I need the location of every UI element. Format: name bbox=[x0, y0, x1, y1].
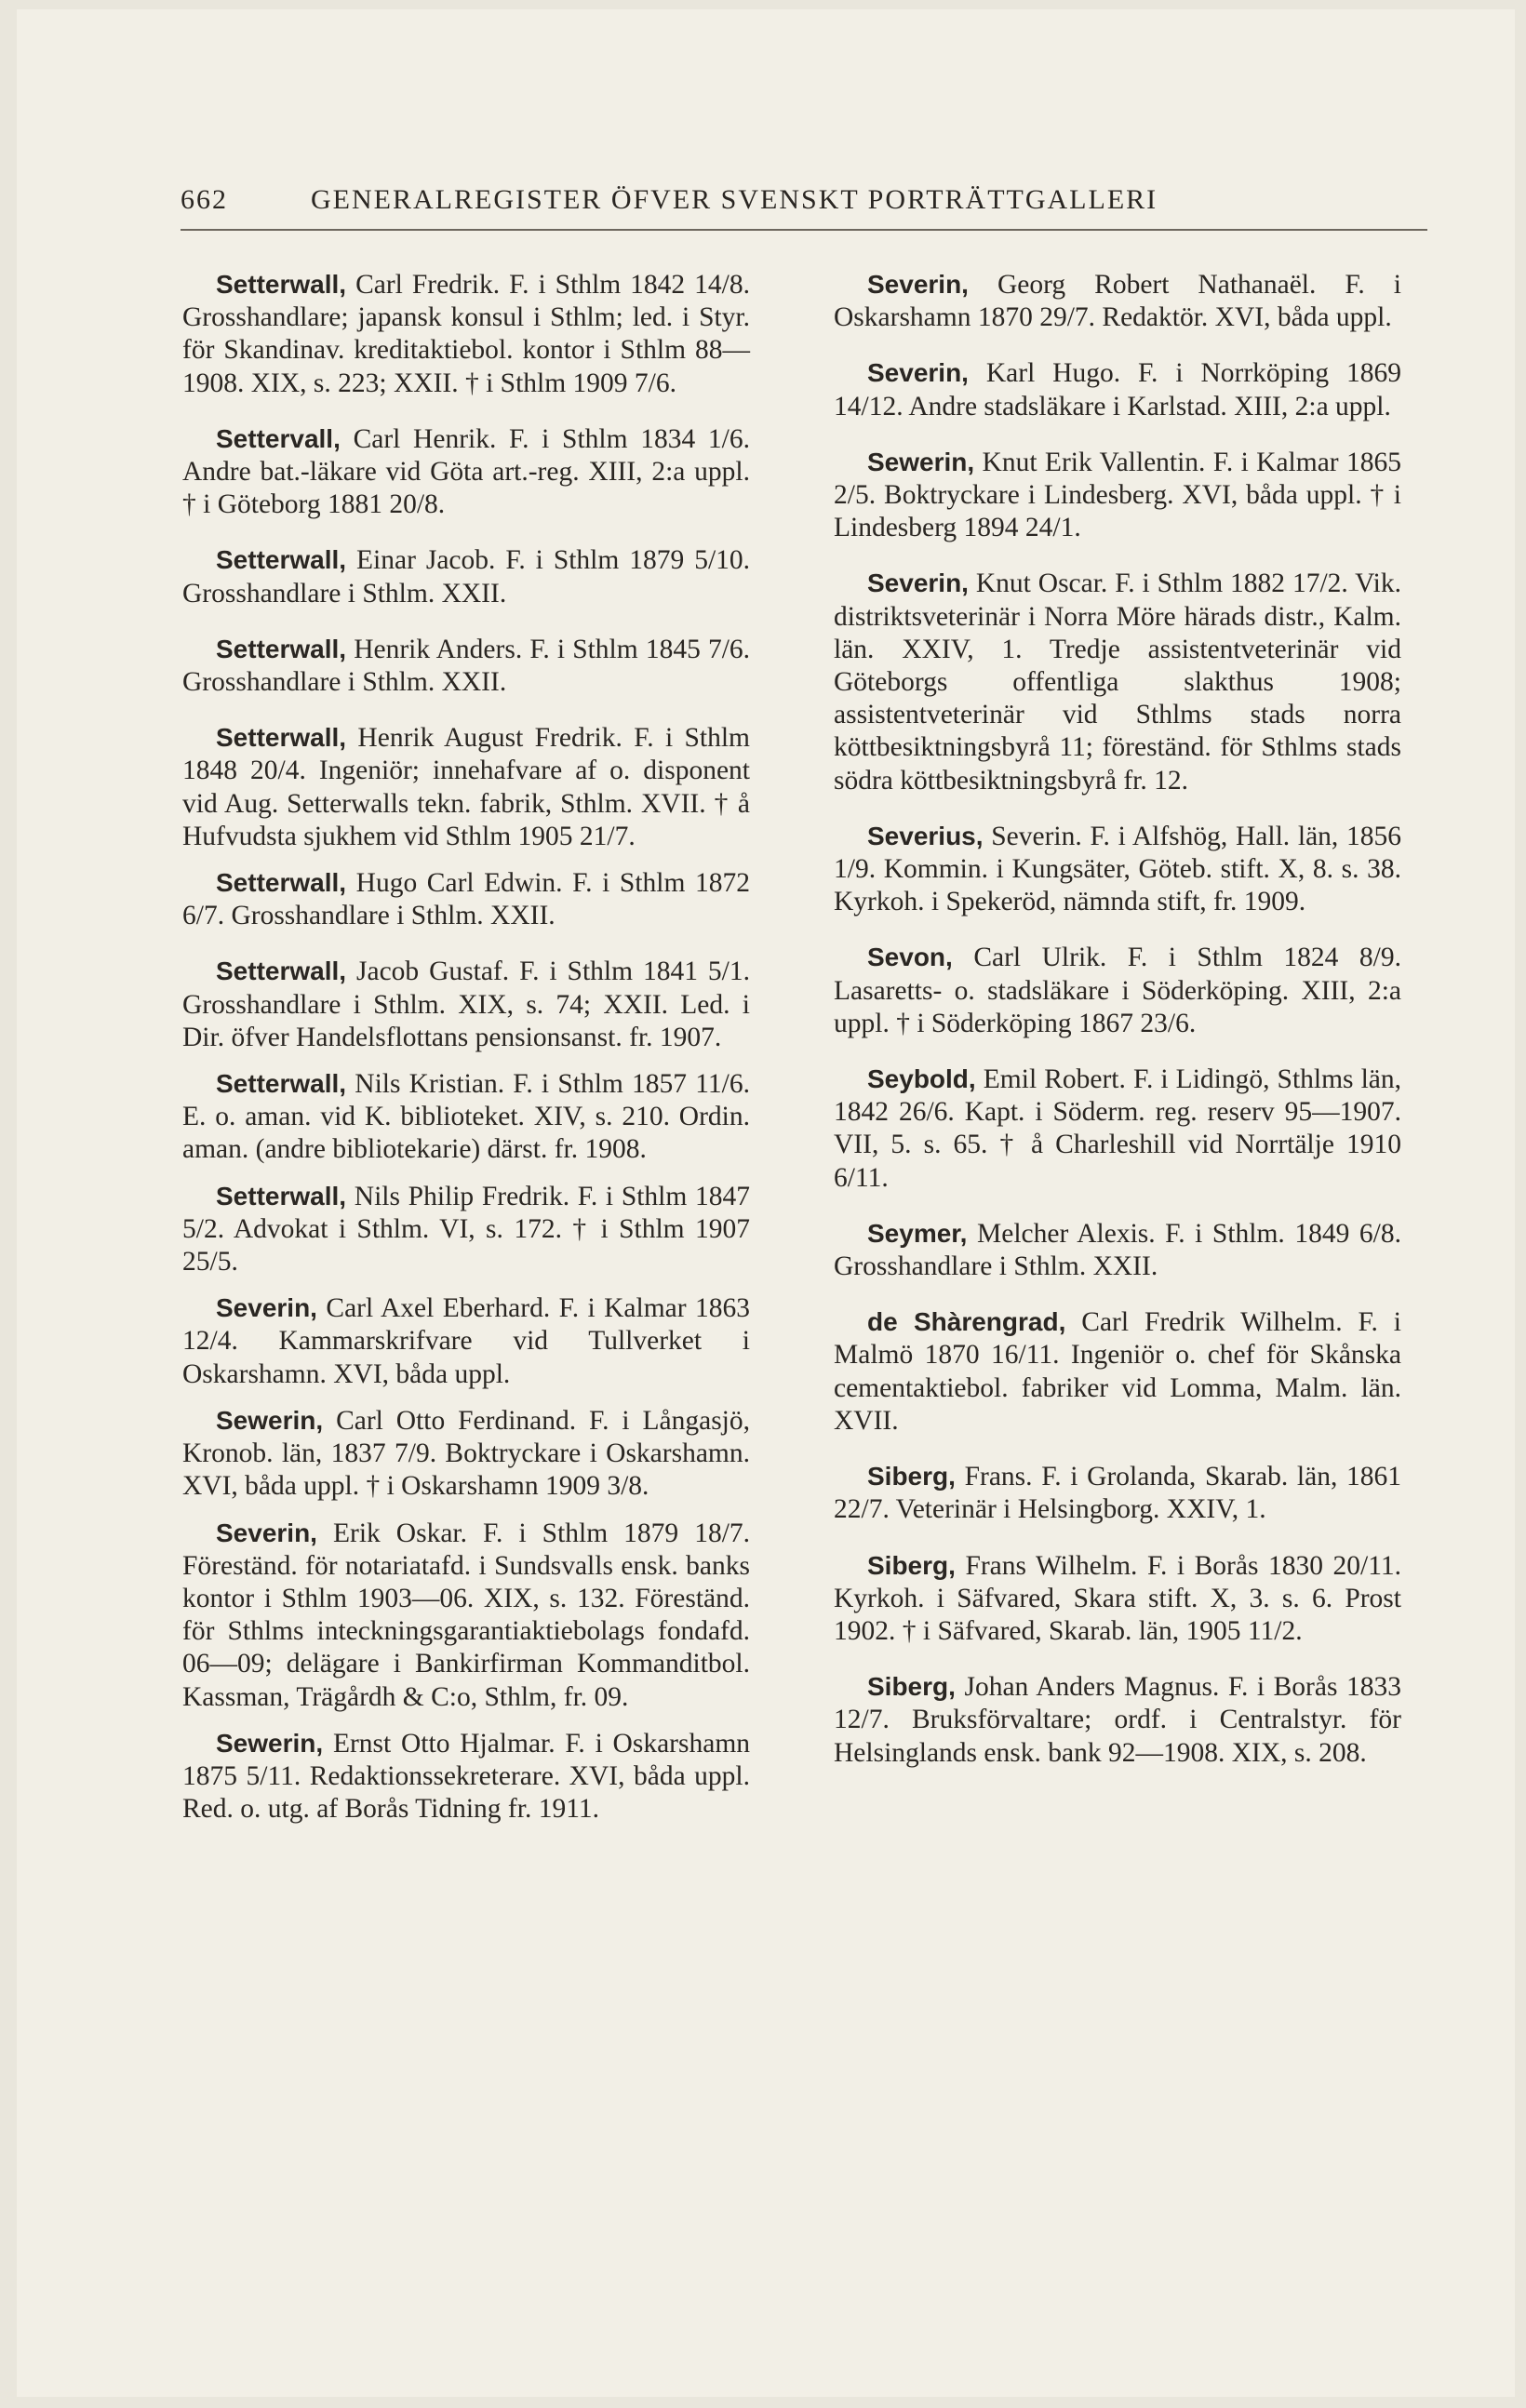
entry-name: Seybold, bbox=[867, 1064, 976, 1094]
entry-name: Setterwall, bbox=[216, 545, 347, 575]
entry-text: Carl Fredrik. F. i Sthlm 1842 14/8. Grosshandlare; japansk konsul i Sthlm; led. i Styr. för Skandinav. kreditaktiebol. kontor i Sthlm 88—1908. XIX, s. 223; XXII. † i Sthlm 1909 7/6. bbox=[182, 270, 750, 398]
entry-text: Nils Kristian. F. i Sthlm 1857 11/6. E. o. aman. vid K. biblioteket. XIV, s. 210. Ordin. aman. (andre bibliotekarie) därst. fr. 1908. bbox=[182, 1069, 750, 1165]
register-entry bbox=[182, 1517, 750, 1714]
register-entry bbox=[182, 268, 750, 400]
register-entry bbox=[182, 1180, 750, 1279]
entry-name: Setterwall, bbox=[216, 270, 347, 299]
entry-text: Severin. F. i Alfshög, Hall. län, 1856 1/9. Kommin. i Kungsäter, Göteb. stift. X, 8. s. 38. Kyrkoh. i Spekeröd, nämnda stift, fr. 1909. bbox=[834, 821, 1402, 917]
entry-name: Setterwall, bbox=[216, 1181, 347, 1211]
register-entry bbox=[834, 820, 1401, 919]
entry-name: Severin, bbox=[216, 1518, 317, 1547]
entry-text: Ernst Otto Hjalmar. F. i Oskarshamn 1875 5/11. Redaktionssekreterare. XVI, båda uppl. Red. o. utg. af Borås Tidning fr. 1911. bbox=[182, 1728, 751, 1825]
entry-name: Siberg, bbox=[867, 1462, 956, 1492]
register-entry bbox=[182, 422, 750, 522]
entry-name: Setterwall, bbox=[216, 868, 347, 898]
entry-name: Severin, bbox=[867, 358, 969, 388]
entry-text: Emil Robert. F. i Lidingö, Sthlms län, 1842 26/6. Kapt. i Söderm. reg. reserv 95—1907. VII, 5. s. 65. † å Charleshill vid Norrtälje 1910 6/11. bbox=[834, 1064, 1401, 1193]
entry-text: Carl Axel Eberhard. F. i Kalmar 1863 12/4. Kammarskrifvare vid Tullverket i Oskarshamn. XVI, båda uppl. bbox=[182, 1293, 751, 1389]
register-entry bbox=[834, 446, 1401, 545]
entry-text: Jacob Gustaf. F. i Sthlm 1841 5/1. Grosshandlare i Sthlm. XIX, s. 74; XXII. Led. i Dir. öfver Handelsflottans pensionsanst. fr. 1907. bbox=[182, 957, 750, 1052]
register-entry bbox=[834, 1670, 1401, 1770]
entry-name: Sevon, bbox=[867, 943, 953, 972]
register-entry bbox=[182, 1404, 750, 1504]
register-entry bbox=[834, 1063, 1401, 1195]
entry-text: Nils Philip Fredrik. F. i Sthlm 1847 5/2. Advokat i Sthlm. VI, s. 172. † i Sthlm 1907 25/5. bbox=[182, 1181, 751, 1278]
entry-name: Siberg, bbox=[867, 1672, 956, 1702]
entry-text: Frans Wilhelm. F. i Borås 1830 20/11. Kyrkoh. i Säfvared, Skara stift. X, 3. s. 6. Prost 1902. † i Säfvared, Skarab. län, 1905 11/2. bbox=[834, 1550, 1401, 1646]
page-number: 662 bbox=[181, 184, 228, 215]
page-header bbox=[181, 184, 1427, 231]
running-title: GENERALREGISTER ÖFVER SVENSKT PORTRÄTTGALLERI bbox=[311, 184, 1158, 215]
register-entry bbox=[182, 1067, 750, 1167]
entry-text: Hugo Carl Edwin. F. i Sthlm 1872 6/7. Grosshandlare i Sthlm. XXII. bbox=[182, 868, 750, 931]
register-entry bbox=[834, 941, 1401, 1040]
entry-name: de Shàrengrad, bbox=[867, 1307, 1066, 1337]
entry-name: Severin, bbox=[867, 270, 969, 299]
register-entry bbox=[182, 866, 750, 932]
right-column bbox=[834, 268, 1401, 1792]
left-column bbox=[182, 268, 750, 1839]
entry-text: Karl Hugo. F. i Norrköping 1869 14/12. Andre stadsläkare i Karlstad. XIII, 2:a uppl. bbox=[834, 358, 1401, 421]
entry-text: Erik Oskar. F. i Sthlm 1879 18/7. Föreständ. för notariatafd. i Sundsvalls ensk. banks kontor i Sthlm 1903—06. XIX, s. 132. Föreständ. för Sthlms inteckningsgarantiaktiebolags fondafd. 06—09; delägare i Bankirfirman Kommanditbol. Kassman, Trägårdh & C:o, Sthlm, fr. 09. bbox=[182, 1518, 751, 1712]
entry-text: Henrik August Fredrik. F. i Sthlm 1848 20/4. Ingeniör; innehafvare af o. disponent vid Aug. Setterwalls tekn. fabrik, Sthlm. XVII. † å Hufvudsta sjukhem vid Sthlm 1905 21/7. bbox=[182, 723, 751, 851]
register-entry bbox=[834, 268, 1401, 334]
entry-text: Einar Jacob. F. i Sthlm 1879 5/10. Grosshandlare i Sthlm. XXII. bbox=[182, 545, 751, 609]
entry-name: Severius, bbox=[867, 821, 984, 850]
register-entry bbox=[182, 543, 750, 609]
entry-text: Carl Fredrik Wilhelm. F. i Malmö 1870 16/11. Ingeniör o. chef för Skånska cementaktiebol. fabriker vid Lomma, Malm. län. XVII. bbox=[834, 1307, 1401, 1436]
entry-name: Seymer, bbox=[867, 1218, 968, 1248]
entry-text: Henrik Anders. F. i Sthlm 1845 7/6. Grosshandlare i Sthlm. XXII. bbox=[182, 634, 751, 698]
register-entry bbox=[182, 1291, 750, 1391]
register-entry bbox=[182, 1727, 750, 1826]
register-entry bbox=[834, 356, 1401, 422]
register-entry bbox=[834, 1549, 1401, 1649]
entry-text: Melcher Alexis. F. i Sthlm. 1849 6/8. Grosshandlare i Sthlm. XXII. bbox=[834, 1218, 1402, 1282]
entry-name: Setterwall, bbox=[216, 1069, 347, 1099]
register-entry bbox=[834, 567, 1401, 796]
entry-text: Carl Henrik. F. i Sthlm 1834 1/6. Andre bat.-läkare vid Göta art.-reg. XIII, 2:a uppl. † i Göteborg 1881 20/8. bbox=[182, 423, 751, 520]
entry-name: Setterwall, bbox=[216, 634, 347, 663]
register-entry bbox=[182, 721, 750, 853]
entry-text: Knut Oscar. F. i Sthlm 1882 17/2. Vik. distriktsveterinär i Norra Möre härads distr., Kalm. län. XXIV, 1. Tredje assistentveterinär vid Göteborgs offentliga slakthus 1908; assistentveterinär vid Sthlms stads norra köttbesiktningsbyrå 11; föreständ. för Sthlms stads södra köttbesiktningsbyrå fr. 12. bbox=[834, 569, 1401, 796]
entry-text: Carl Otto Ferdinand. F. i Långasjö, Kronob. län, 1837 7/9. Boktryckare i Oskarshamn. XVI, båda uppl. † i Oskarshamn 1909 3/8. bbox=[182, 1405, 750, 1502]
entry-name: Sewerin, bbox=[216, 1405, 324, 1435]
entry-name: Severin, bbox=[216, 1293, 317, 1323]
entry-name: Setterwall, bbox=[216, 957, 347, 986]
entry-name: Severin, bbox=[867, 569, 969, 598]
entry-text: Frans. F. i Grolanda, Skarab. län, 1861 22/7. Veterinär i Helsingborg. XXIV, 1. bbox=[834, 1462, 1401, 1525]
register-entry bbox=[182, 955, 750, 1054]
entry-name: Setterwall, bbox=[216, 723, 347, 753]
entry-name: Siberg, bbox=[867, 1550, 956, 1580]
register-entry bbox=[834, 1305, 1401, 1438]
entry-name: Sewerin, bbox=[216, 1728, 324, 1758]
register-entry bbox=[182, 633, 750, 699]
entry-text: Johan Anders Magnus. F. i Borås 1833 12/7. Bruksförvaltare; ordf. i Centralstyr. för Helsinglands ensk. bank 92—1908. XIX, s. 208. bbox=[834, 1672, 1402, 1768]
register-entry bbox=[834, 1217, 1401, 1283]
entry-name: Settervall, bbox=[216, 423, 341, 453]
entry-text: Knut Erik Vallentin. F. i Kalmar 1865 2/5. Boktryckare i Lindesberg. XVI, båda uppl. † i Lindesberg 1894 24/1. bbox=[834, 447, 1401, 543]
entry-text: Georg Robert Nathanaël. F. i Oskarshamn 1870 29/7. Redaktör. XVI, båda uppl. bbox=[834, 270, 1401, 333]
register-entry bbox=[834, 1460, 1401, 1526]
entry-name: Sewerin, bbox=[867, 447, 975, 476]
entry-text: Carl Ulrik. F. i Sthlm 1824 8/9. Lasaretts- o. stadsläkare i Söderköping. XIII, 2:a uppl. † i Söderköping 1867 23/6. bbox=[834, 943, 1401, 1038]
